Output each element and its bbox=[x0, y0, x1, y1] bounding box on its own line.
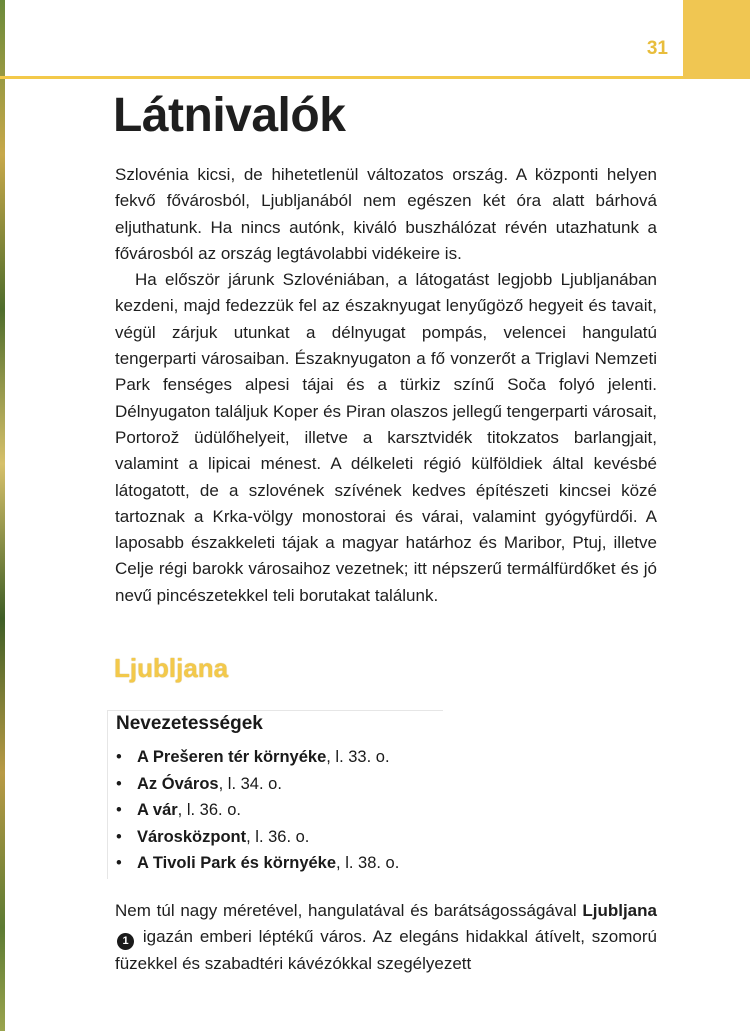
sights-list bbox=[116, 744, 399, 877]
sights-heading: Nevezetességek bbox=[116, 713, 263, 734]
list-item bbox=[116, 744, 399, 771]
cover-photo-edge bbox=[0, 0, 5, 1031]
sights-box bbox=[107, 710, 443, 879]
list-item bbox=[116, 824, 399, 851]
city-name: Ljubljana bbox=[582, 901, 657, 920]
body-rest: igazán emberi léptékű város. Az elegáns hidakkal átívelt, szomorú füzekkel és szabadtéri kávézókkal szegélyezett bbox=[115, 927, 657, 973]
page-reference: , l. 33. o. bbox=[326, 748, 390, 766]
intro-paragraph-1: Szlovénia kicsi, de hihetetlenül változatos ország. A központi helyen fekvő fővárosból, Ljubljanából nem egészen két óra alatt bárhová eljuthatunk. Ha nincs autónk, kiváló buszhálózat révén utazhatunk a fővárosból az ország legtávolabbi vidékeire is. bbox=[115, 165, 657, 263]
section-heading: Ljubljana bbox=[114, 653, 229, 683]
intro-paragraph-2: Ha először járunk Szlovéniában, a látogatást legjobb Ljubljanában kezdeni, majd fedezzük fel az északnyugat lenyűgöző hegyeit és tavait, végül zárjuk utunkat a délnyugat pompás, velencei hangulatú tengerparti városaiban. Északnyugaton a fő vonzerőt a Triglavi Nemzeti Park fenséges alpesi tájai és a türkiz színű Soča folyó jelenti. Délnyugaton találjuk Koper és Piran olaszos jellegű tengerparti városait, Portorož üdülőhelyeit, illetve a karsztvidék titokzatos barlangjait, valamint a lipicai ménest. A délkeleti régió külföldiek által kevésbé látogatott, de a szlovének szívének kedves építészeti kincsei közé tartoznak a Krka-völgy monostorai és várai, valamint gyógyfürdői. A laposabb északkeleti tájak a magyar határhoz és Maribor, Ptuj, illetve Celje régi barokk városaihoz vezetnek; itt népszerű termálfürdőket és jó nevű pincészetekkel teli borutakat találunk. bbox=[115, 270, 657, 605]
page-reference: , l. 38. o. bbox=[336, 854, 400, 872]
page-number: 31 bbox=[646, 38, 668, 59]
body-paragraph bbox=[115, 898, 657, 977]
sight-name: Az Óváros bbox=[137, 774, 219, 793]
page-reference: , l. 34. o. bbox=[218, 774, 282, 793]
intro-text bbox=[115, 162, 657, 609]
sight-name: A vár bbox=[137, 801, 178, 819]
sight-name: Városközpont bbox=[137, 827, 247, 846]
list-item bbox=[116, 797, 399, 824]
page-reference: , l. 36. o. bbox=[177, 801, 241, 819]
sight-name: A Tivoli Park és környéke bbox=[137, 854, 337, 872]
body-lead: Nem túl nagy méretével, hangulatával és barátságosságával bbox=[115, 901, 577, 920]
header-rule bbox=[0, 76, 683, 79]
sight-name: A Prešeren tér környéke bbox=[137, 748, 327, 766]
list-item bbox=[116, 771, 399, 798]
chapter-tab bbox=[683, 0, 750, 79]
map-marker-icon: 1 bbox=[117, 933, 134, 950]
page-title: Látnivalók bbox=[113, 89, 346, 142]
list-item bbox=[116, 850, 399, 877]
page-reference: , l. 36. o. bbox=[246, 827, 310, 846]
